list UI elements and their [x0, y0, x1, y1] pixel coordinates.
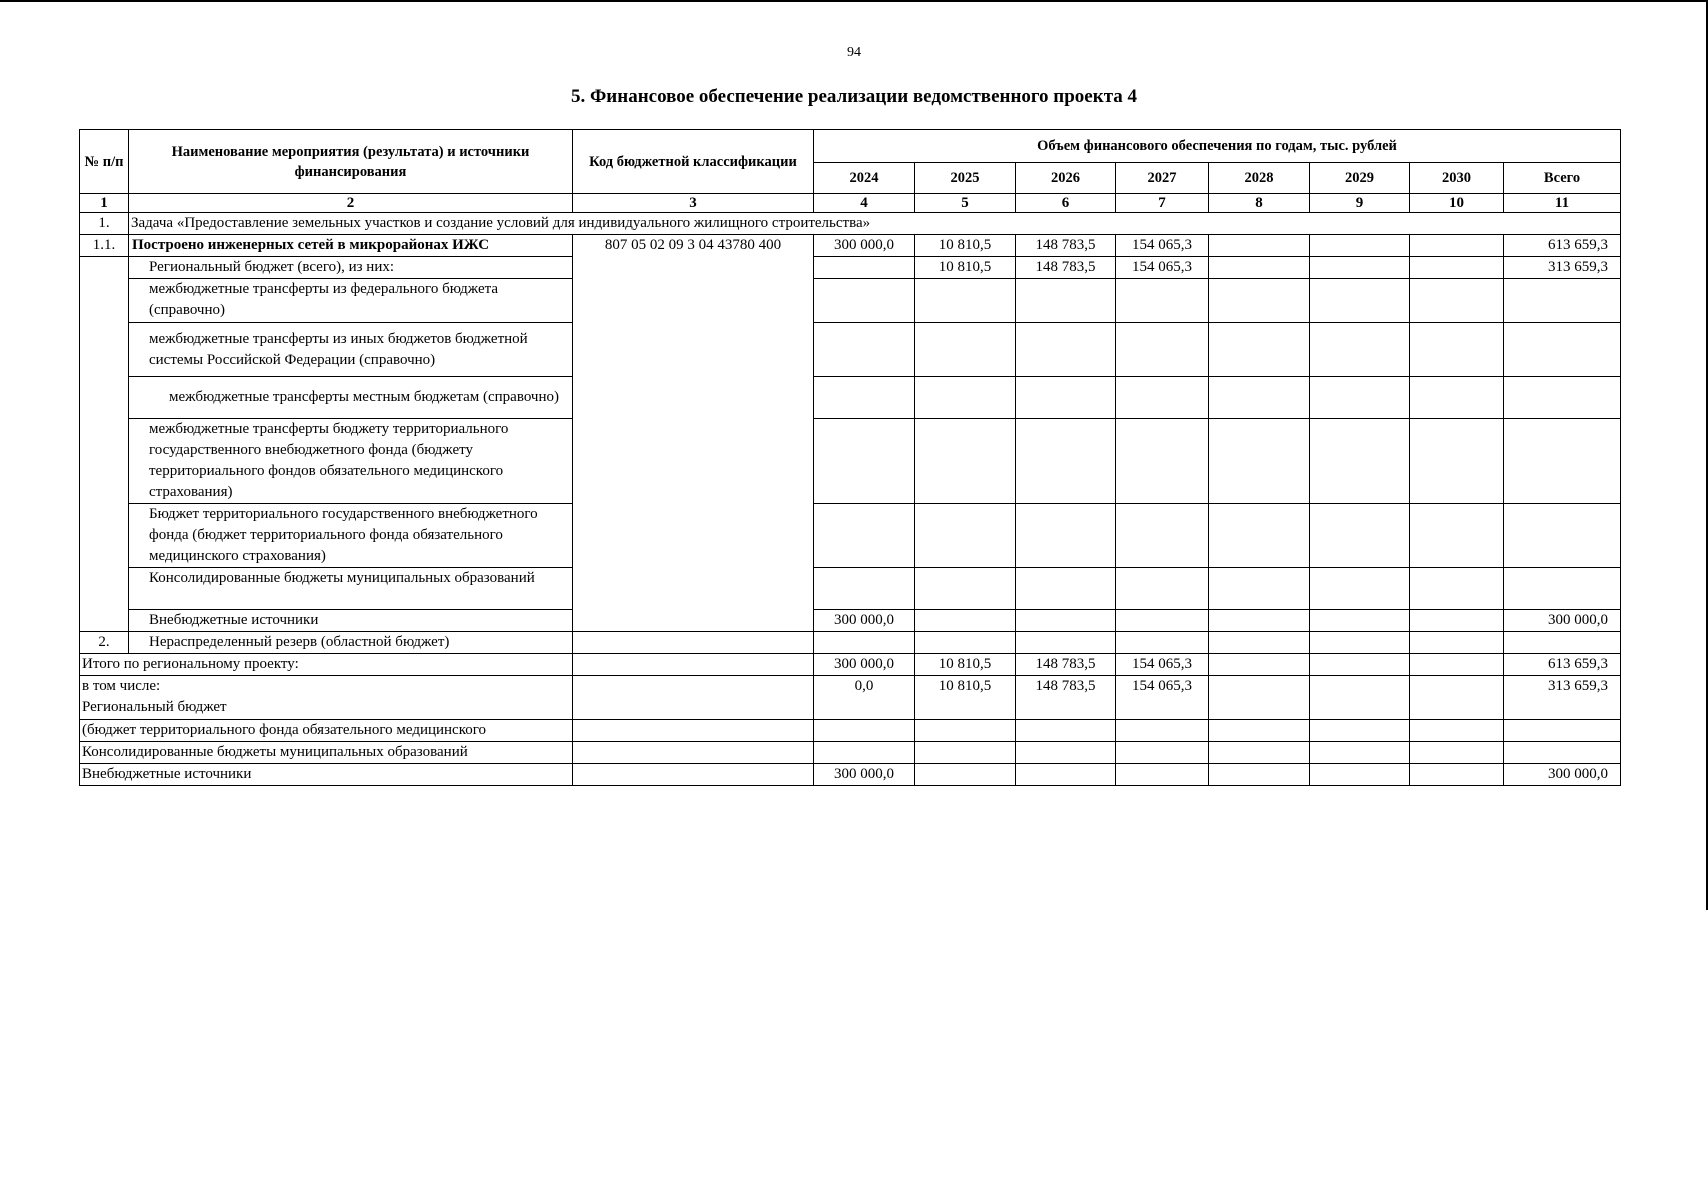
total-cell [1504, 742, 1621, 764]
total-label: Внебюджетные источники [80, 764, 573, 786]
value-cell [1310, 676, 1410, 720]
value-cell [814, 279, 915, 323]
value-cell [1410, 764, 1504, 786]
value-cell [814, 632, 915, 654]
value-cell: 154 065,3 [1116, 654, 1209, 676]
value-cell [1209, 419, 1310, 504]
total-label: Итого по региональному проекту: [80, 654, 573, 676]
result-row [80, 235, 1621, 257]
code-cell [573, 654, 814, 676]
value-cell [814, 504, 915, 568]
header-total: Всего [1504, 163, 1621, 194]
task-row [80, 632, 1621, 654]
value-cell [1209, 654, 1310, 676]
page-title: 5. Финансовое обеспечение реализации ведомственного проекта 4 [570, 86, 1138, 107]
header-row-1 [80, 130, 1621, 163]
header-num: № п/п [80, 130, 129, 194]
value-cell: 154 065,3 [1116, 676, 1209, 720]
task-text: Задача «Предоставление земельных участков и создание условий для индивидуального жилищного строительства» [129, 213, 1621, 235]
column-number: 10 [1410, 194, 1504, 213]
value-cell [1016, 764, 1116, 786]
value-cell [1310, 323, 1410, 377]
value-cell [1209, 764, 1310, 786]
budget-code: 807 05 02 09 3 04 43780 400 [573, 235, 814, 632]
code-cell [573, 632, 814, 654]
column-number: 2 [129, 194, 573, 213]
value-cell: 148 783,5 [1016, 654, 1116, 676]
value-cell [915, 632, 1016, 654]
value-cell [1016, 279, 1116, 323]
total-cell [1504, 377, 1621, 419]
value-cell [1310, 504, 1410, 568]
value-cell [1116, 377, 1209, 419]
value-cell [1310, 235, 1410, 257]
total-label-line: Региональный бюджет [82, 699, 227, 715]
value-cell [1410, 419, 1504, 504]
header-name: Наименование мероприятия (результата) и источники финансирования [129, 130, 573, 194]
value-cell [1410, 257, 1504, 279]
source-row [80, 419, 1621, 504]
value-cell [915, 504, 1016, 568]
source-row [80, 377, 1621, 419]
value-cell: 148 783,5 [1016, 257, 1116, 279]
source-name: межбюджетные трансферты из иных бюджетов бюджетной системы Российской Федерации (справочно) [129, 323, 573, 377]
total-row [80, 676, 1621, 720]
value-cell [915, 742, 1016, 764]
value-cell [814, 323, 915, 377]
column-number: 7 [1116, 194, 1209, 213]
value-cell [1310, 764, 1410, 786]
value-cell: 300 000,0 [814, 764, 915, 786]
source-row [80, 610, 1621, 632]
value-cell [1209, 568, 1310, 610]
total-cell [1504, 279, 1621, 323]
value-cell [1209, 676, 1310, 720]
value-cell [1310, 419, 1410, 504]
column-number: 8 [1209, 194, 1310, 213]
value-cell [1116, 568, 1209, 610]
source-name: межбюджетные трансферты местным бюджетам (справочно) [129, 377, 573, 419]
value-cell [1410, 504, 1504, 568]
value-cell [814, 419, 915, 504]
value-cell [1116, 279, 1209, 323]
value-cell [1410, 720, 1504, 742]
value-cell [1016, 419, 1116, 504]
value-cell [1410, 235, 1504, 257]
value-cell [1116, 764, 1209, 786]
total-cell [1504, 568, 1621, 610]
result-name: Построено инженерных сетей в микрорайонах ИЖС [129, 235, 573, 257]
total-label [80, 676, 573, 720]
value-cell [1116, 323, 1209, 377]
value-cell [1209, 610, 1310, 632]
value-cell [1310, 377, 1410, 419]
value-cell: 0,0 [814, 676, 915, 720]
value-cell [1410, 610, 1504, 632]
column-number: 5 [915, 194, 1016, 213]
value-cell [1116, 504, 1209, 568]
header-year: 2027 [1116, 163, 1209, 194]
value-cell [915, 568, 1016, 610]
value-cell: 10 810,5 [915, 235, 1016, 257]
value-cell [1410, 323, 1504, 377]
source-name: Внебюджетные источники [129, 610, 573, 632]
total-cell: 300 000,0 [1504, 610, 1621, 632]
total-label-line: в том числе: [82, 678, 161, 694]
total-cell [1504, 323, 1621, 377]
source-row [80, 323, 1621, 377]
value-cell [1410, 654, 1504, 676]
value-cell [1116, 610, 1209, 632]
total-cell [1504, 419, 1621, 504]
value-cell [1410, 676, 1504, 720]
header-year: 2025 [915, 163, 1016, 194]
source-name: межбюджетные трансферты бюджету территориального государственного внебюджетного фонда (бюджету территориального фондов обязательного медицинского страхования) [129, 419, 573, 504]
task-text: Нераспределенный резерв (областной бюджет) [129, 632, 573, 654]
value-cell [814, 377, 915, 419]
header-year: 2029 [1310, 163, 1410, 194]
total-cell: 613 659,3 [1504, 235, 1621, 257]
value-cell [1410, 568, 1504, 610]
value-cell [1310, 279, 1410, 323]
value-cell [1209, 323, 1310, 377]
source-name: Бюджет территориального государственного внебюджетного фонда (бюджет территориального фонда обязательного медицинского страхования) [129, 504, 573, 568]
value-cell [1016, 568, 1116, 610]
value-cell: 148 783,5 [1016, 676, 1116, 720]
value-cell [1209, 742, 1310, 764]
value-cell: 148 783,5 [1016, 235, 1116, 257]
value-cell: 300 000,0 [814, 654, 915, 676]
column-number: 9 [1310, 194, 1410, 213]
value-cell [1116, 632, 1209, 654]
source-name: межбюджетные трансферты из федерального бюджета (справочно) [129, 279, 573, 323]
value-cell [1209, 504, 1310, 568]
value-cell [814, 720, 915, 742]
value-cell [1410, 279, 1504, 323]
total-row [80, 720, 1621, 742]
value-cell [1310, 257, 1410, 279]
value-cell [1016, 504, 1116, 568]
task-row [80, 213, 1621, 235]
value-cell [814, 742, 915, 764]
value-cell: 300 000,0 [814, 235, 915, 257]
value-cell [915, 279, 1016, 323]
value-cell [1209, 257, 1310, 279]
value-cell [1310, 610, 1410, 632]
header-year: 2030 [1410, 163, 1504, 194]
header-year: 2026 [1016, 163, 1116, 194]
value-cell [1310, 654, 1410, 676]
value-cell: 300 000,0 [814, 610, 915, 632]
finance-table [79, 129, 1621, 786]
value-cell [814, 568, 915, 610]
total-cell [1504, 632, 1621, 654]
value-cell [1016, 610, 1116, 632]
value-cell: 154 065,3 [1116, 257, 1209, 279]
value-cell [1116, 742, 1209, 764]
value-cell [1310, 742, 1410, 764]
column-number: 3 [573, 194, 814, 213]
total-cell: 613 659,3 [1504, 654, 1621, 676]
value-cell [814, 257, 915, 279]
header-volume: Объем финансового обеспечения по годам, тыс. рублей [814, 130, 1621, 163]
total-row [80, 742, 1621, 764]
value-cell [1410, 742, 1504, 764]
total-row [80, 764, 1621, 786]
page-number: 94 [847, 45, 861, 60]
source-row [80, 257, 1621, 279]
value-cell: 154 065,3 [1116, 235, 1209, 257]
total-cell: 300 000,0 [1504, 764, 1621, 786]
value-cell [1016, 323, 1116, 377]
task-num: 2. [80, 632, 129, 654]
value-cell [1209, 279, 1310, 323]
total-cell: 313 659,3 [1504, 676, 1621, 720]
value-cell [915, 610, 1016, 632]
value-cell [1116, 720, 1209, 742]
value-cell [1116, 419, 1209, 504]
source-row [80, 568, 1621, 610]
column-number-row [80, 194, 1621, 213]
column-number: 1 [80, 194, 129, 213]
value-cell: 10 810,5 [915, 676, 1016, 720]
value-cell: 10 810,5 [915, 654, 1016, 676]
value-cell [915, 720, 1016, 742]
top-border-line [0, 0, 1708, 2]
value-cell [1209, 235, 1310, 257]
value-cell: 10 810,5 [915, 257, 1016, 279]
value-cell [1310, 632, 1410, 654]
value-cell [1016, 632, 1116, 654]
total-cell [1504, 720, 1621, 742]
code-cell [573, 742, 814, 764]
total-label: Консолидированные бюджеты муниципальных образований [80, 742, 573, 764]
value-cell [915, 377, 1016, 419]
value-cell [1016, 377, 1116, 419]
code-cell [573, 764, 814, 786]
header-year: 2028 [1209, 163, 1310, 194]
value-cell [1310, 720, 1410, 742]
code-cell [573, 676, 814, 720]
value-cell [915, 419, 1016, 504]
value-cell [1410, 377, 1504, 419]
value-cell [1209, 377, 1310, 419]
value-cell [915, 764, 1016, 786]
total-row [80, 654, 1621, 676]
source-name: Региональный бюджет (всего), из них: [129, 257, 573, 279]
value-cell [1016, 720, 1116, 742]
column-number: 11 [1504, 194, 1621, 213]
value-cell [1209, 632, 1310, 654]
task-num: 1. [80, 213, 129, 235]
total-label: (бюджет территориального фонда обязательного медицинского [80, 720, 573, 742]
header-year: 2024 [814, 163, 915, 194]
value-cell [1310, 568, 1410, 610]
column-number: 4 [814, 194, 915, 213]
code-cell [573, 720, 814, 742]
source-name: Консолидированные бюджеты муниципальных образований [129, 568, 573, 610]
value-cell [1016, 742, 1116, 764]
value-cell [1410, 632, 1504, 654]
column-number: 6 [1016, 194, 1116, 213]
header-code: Код бюджетной классификации [573, 130, 814, 194]
source-row [80, 279, 1621, 323]
result-num: 1.1. [80, 235, 129, 257]
empty-num-cell [80, 257, 129, 632]
total-cell [1504, 504, 1621, 568]
source-row [80, 504, 1621, 568]
value-cell [915, 323, 1016, 377]
total-cell: 313 659,3 [1504, 257, 1621, 279]
value-cell [1209, 720, 1310, 742]
